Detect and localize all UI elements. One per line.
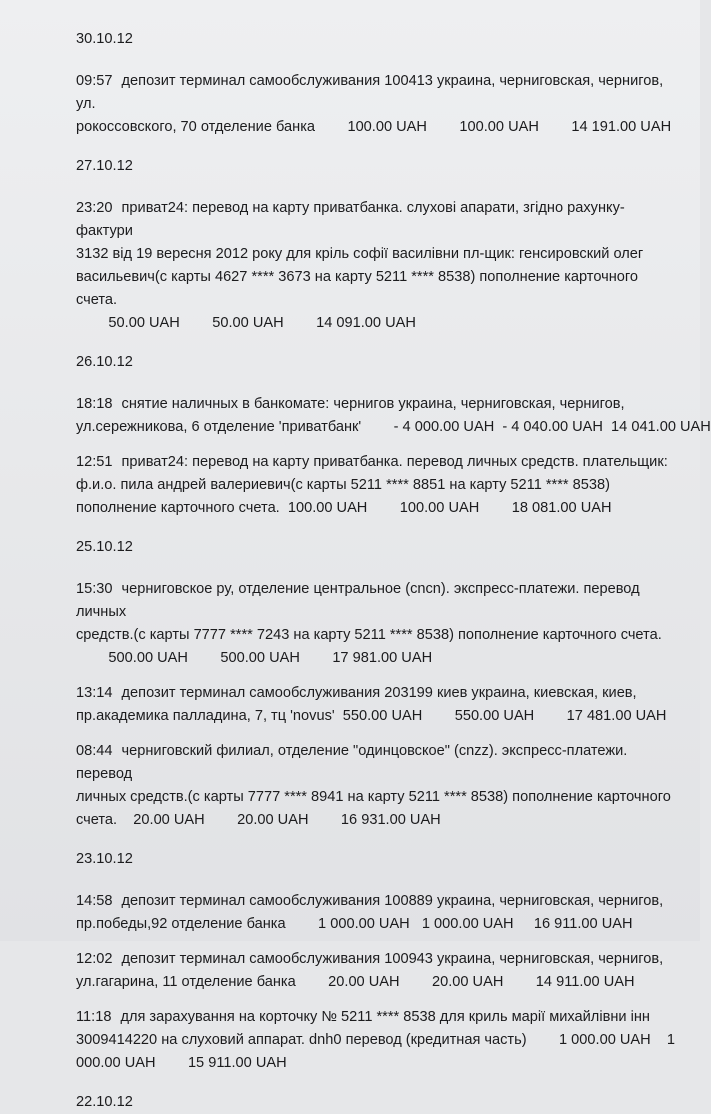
transaction-text: черниговское ру, отделение центральное (cncn). экспресс-платежи. перевод личных [76, 581, 640, 620]
transaction-text: для зарахування на корточку № 5211 **** 8538 для криль марії михайлівни інн [120, 1009, 650, 1025]
transaction-text: депозит терминал самообслуживания 100889 украина, черниговская, чернигов, [121, 893, 664, 909]
transaction-line: 3132 від 19 вересня 2012 року для кріль софії василівни пл-щик: генсировский олег [76, 246, 644, 262]
transaction-amounts: 50.00 UAH 50.00 UAH 14 091.00 UAH [76, 315, 416, 331]
transaction-entry [76, 197, 676, 335]
transaction-time: 12:51 [76, 454, 113, 470]
transaction-line: васильевич(с карты 4627 **** 3673 на карту 5211 **** 8538) пополнение карточного счета. [76, 269, 639, 308]
date-heading: 22.10.12 [76, 1094, 133, 1110]
transaction-line [76, 890, 676, 913]
transaction-amounts: 500.00 UAH 500.00 UAH 17 981.00 UAH [76, 650, 433, 666]
transaction-time: 11:18 [76, 1009, 112, 1025]
transaction-line: пополнение карточного счета. 100.00 UAH 100.00 UAH 18 081.00 UAH [76, 500, 612, 516]
transaction-line [76, 197, 676, 243]
date-heading: 26.10.12 [76, 354, 133, 370]
transaction-entry [76, 948, 676, 994]
transaction-line: ул.сережникова, 6 отделение 'приватбанк' - 4 000.00 UAH - 4 040.00 UAH 14 041.00 UAH [76, 419, 711, 435]
transaction-text: депозит терминал самообслуживания 100413 украина, черниговская, чернигов, ул. [76, 73, 664, 112]
date-heading: 30.10.12 [76, 31, 133, 47]
date-heading: 25.10.12 [76, 539, 133, 555]
transaction-time: 12:02 [76, 951, 113, 967]
transaction-time: 14:58 [76, 893, 113, 909]
transaction-entry [76, 393, 711, 439]
transaction-text: черниговский филиал, отделение "одинцовское" (cnzz). экспресс-платежи. перевод [76, 743, 628, 782]
transaction-entry [76, 70, 676, 139]
transaction-text: депозит терминал самообслуживания 100943 украина, черниговская, чернигов, [121, 951, 664, 967]
date-heading: 23.10.12 [76, 851, 133, 867]
transaction-time: 09:57 [76, 73, 113, 89]
transaction-line: пр.победы,92 отделение банка 1 000.00 UAH 1 000.00 UAH 16 911.00 UAH [76, 916, 633, 932]
transaction-line [76, 682, 676, 705]
transaction-line [76, 70, 676, 116]
transaction-text: депозит терминал самообслуживания 203199 киев украина, киевская, киев, [121, 685, 637, 701]
date-heading: 27.10.12 [76, 158, 133, 174]
transaction-line [76, 451, 676, 474]
transaction-line: личных средств.(с карты 7777 **** 8941 на карту 5211 **** 8538) пополнение карточного [76, 789, 671, 805]
transaction-entry [76, 1006, 676, 1075]
transaction-line [76, 948, 676, 971]
transaction-text: снятие наличных в банкомате: чернигов украина, черниговская, чернигов, [121, 396, 625, 412]
transaction-entry [76, 890, 676, 936]
transaction-line [76, 1006, 676, 1029]
transaction-time: 13:14 [76, 685, 113, 701]
transaction-line: счета. 20.00 UAH 20.00 UAH 16 931.00 UAH [76, 812, 441, 828]
transaction-entry [76, 451, 676, 520]
transaction-entry [76, 578, 676, 670]
transaction-time: 08:44 [76, 743, 113, 759]
transaction-text: приват24: перевод на карту приватбанка. перевод личных средств. плательщик: [121, 454, 668, 470]
transaction-line: рокоссовского, 70 отделение банка 100.00 UAH 100.00 UAH 14 191.00 UAH [76, 119, 672, 135]
transaction-line: 000.00 UAH 15 911.00 UAH [76, 1055, 287, 1071]
transaction-line: средств.(с карты 7777 **** 7243 на карту 5211 **** 8538) пополнение карточного счета. [76, 627, 662, 643]
transaction-line: ул.гагарина, 11 отделение банка 20.00 UAH 20.00 UAH 14 911.00 UAH [76, 974, 635, 990]
transaction-time: 23:20 [76, 200, 113, 216]
statement-body [76, 28, 711, 1114]
transaction-entry [76, 740, 676, 832]
transaction-time: 15:30 [76, 581, 113, 597]
transaction-line: ф.и.о. пила андрей валериевич(с карты 5211 **** 8851 на карту 5211 **** 8538) [76, 477, 610, 493]
transaction-line: 3009414220 на слуховий аппарат. dnh0 перевод (кредитная часть) 1 000.00 UAH 1 [76, 1032, 676, 1048]
transaction-line [76, 740, 676, 786]
transaction-time: 18:18 [76, 396, 113, 412]
transaction-line: пр.академика палладина, 7, тц 'novus' 550.00 UAH 550.00 UAH 17 481.00 UAH [76, 708, 667, 724]
transaction-line [76, 393, 676, 416]
transaction-entry [76, 682, 676, 728]
transaction-line [76, 578, 676, 624]
transaction-text: приват24: перевод на карту приватбанка. слухові апарати, згідно рахунку-фактури [76, 200, 625, 239]
